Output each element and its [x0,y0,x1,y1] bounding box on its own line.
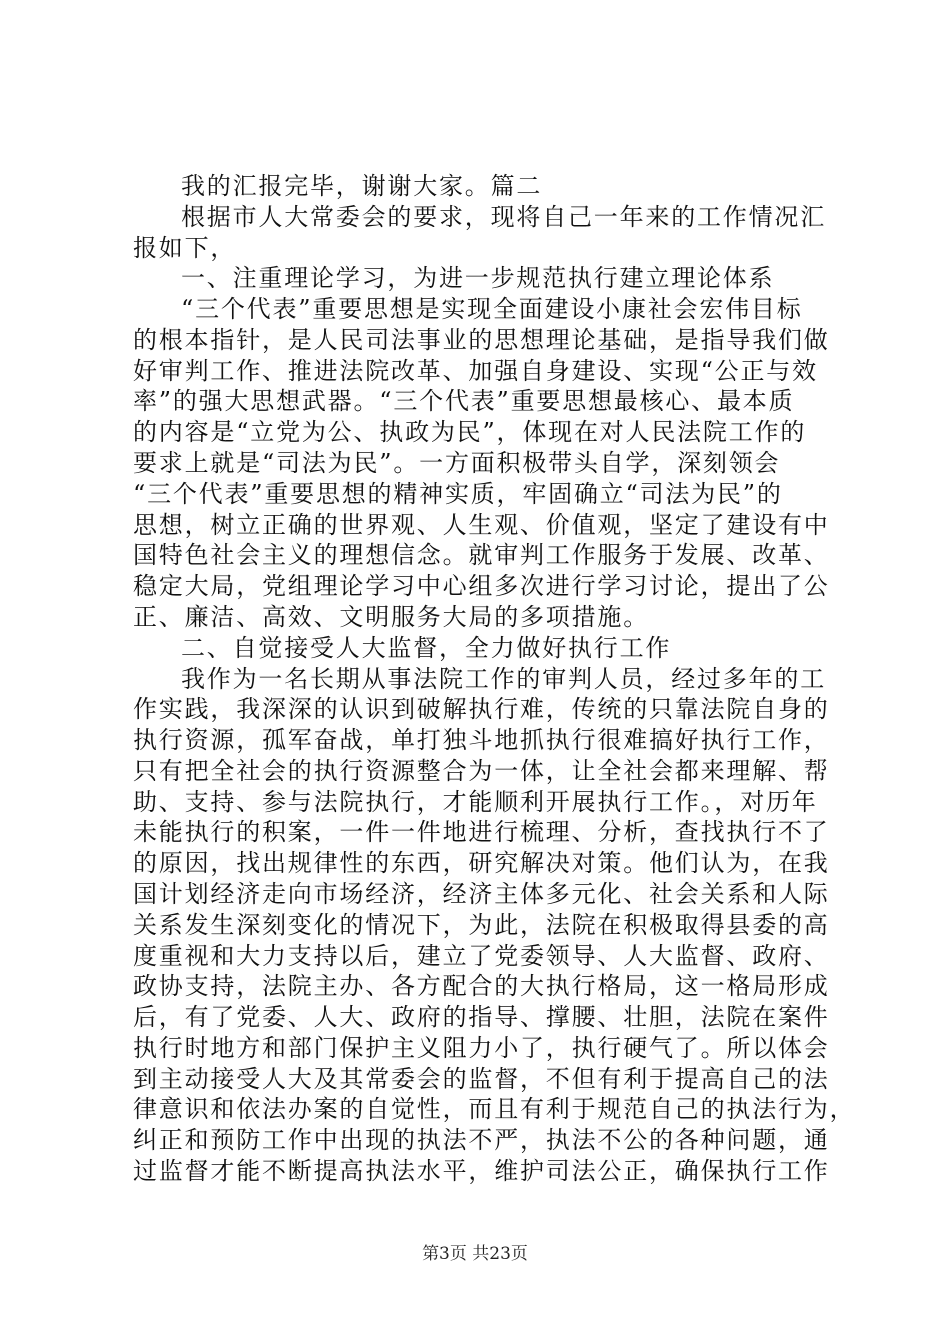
text-line: 正、廉洁、高效、文明服务大局的多项措施。 [133,603,649,631]
text-line: 的根本指针，是人民司法事业的思想理论基础，是指导我们做 [133,326,830,354]
text-line: 政协支持，法院主办、各方配合的大执行格局，这一格局形成 [133,972,830,1000]
text-line: 好审判工作、推进法院改革、加强自身建设、实现“公正与效 [133,357,818,385]
text-line: 纠正和预防工作中出现的执法不严，执法不公的各种问题，通 [133,1126,830,1154]
text-line: 我的汇报完毕，谢谢大家。篇二 [181,172,543,200]
text-line: “三个代表”重要思想是实现全面建设小康社会宏伟目标 [181,295,803,323]
text-line: “三个代表”重要思想的精神实质，牢固确立“司法为民”的 [133,480,783,508]
text-line: 率”的强大思想武器。“三个代表”重要思想最核心、最本质 [133,387,795,415]
text-line: 根据市人大常委会的要求，现将自己一年来的工作情况汇 [181,203,826,231]
text-line: 关系发生深刻变化的情况下，为此，法院在积极取得县委的高 [133,911,830,939]
section-heading: 二、自觉接受人大监督，全力做好执行工作 [181,634,672,662]
text-line: 的原因，找出规律性的东西，研究解决对策。他们认为，在我 [133,849,830,877]
text-line: 后，有了党委、人大、政府的指导、撑腰、壮胆，法院在案件 [133,1003,830,1031]
section-heading: 一、注重理论学习，为进一步规范执行建立理论体系 [181,264,775,292]
text-line: 要求上就是“司法为民”。一方面积极带头自学，深刻领会 [133,449,781,477]
text-line: 国特色社会主义的理想信念。就审判工作服务于发展、改革、 [133,541,830,569]
text-line: 到主动接受人大及其常委会的监督，不但有利于提高自己的法 [133,1065,830,1093]
text-line: 未能执行的积案，一件一件地进行梳理、分析，查找执行不了 [133,818,830,846]
text-line: 报如下， [133,234,237,262]
text-line: 国计划经济走向市场经济，经济主体多元化、社会关系和人际 [133,880,830,908]
text-line: 度重视和大力支持以后，建立了党委领导、人大监督、政府、 [133,942,830,970]
text-line: 稳定大局，党组理论学习中心组多次进行学习讨论，提出了公 [133,572,830,600]
text-line: 执行时地方和部门保护主义阻力小了，执行硬气了。所以体会 [133,1034,830,1062]
page-number-footer: 第3页 共23页 [422,1244,528,1264]
text-line: 过监督才能不断提高执法水平，维护司法公正，确保执行工作 [133,1157,830,1185]
text-line: 我作为一名长期从事法院工作的审判人员，经过多年的工 [181,665,826,693]
text-line: 思想，树立正确的世界观、人生观、价值观，坚定了建设有中 [133,511,830,539]
text-line: 助、支持、参与法院执行，才能顺利开展执行工作。，对历年 [133,788,818,816]
text-line: 的内容是“立党为公、执政为民”，体现在对人民法院工作的 [133,418,807,446]
text-line: 只有把全社会的执行资源整合为一体，让全社会都来理解、帮 [133,757,830,785]
text-line: 律意识和依法办案的自觉性，而且有利于规范自己的执法行为， [133,1095,856,1123]
text-line: 执行资源，孤军奋战，单打独斗地抓执行很难搞好执行工作， [133,726,830,754]
text-line: 作实践，我深深的认识到破解执行难，传统的只靠法院自身的 [133,695,830,723]
